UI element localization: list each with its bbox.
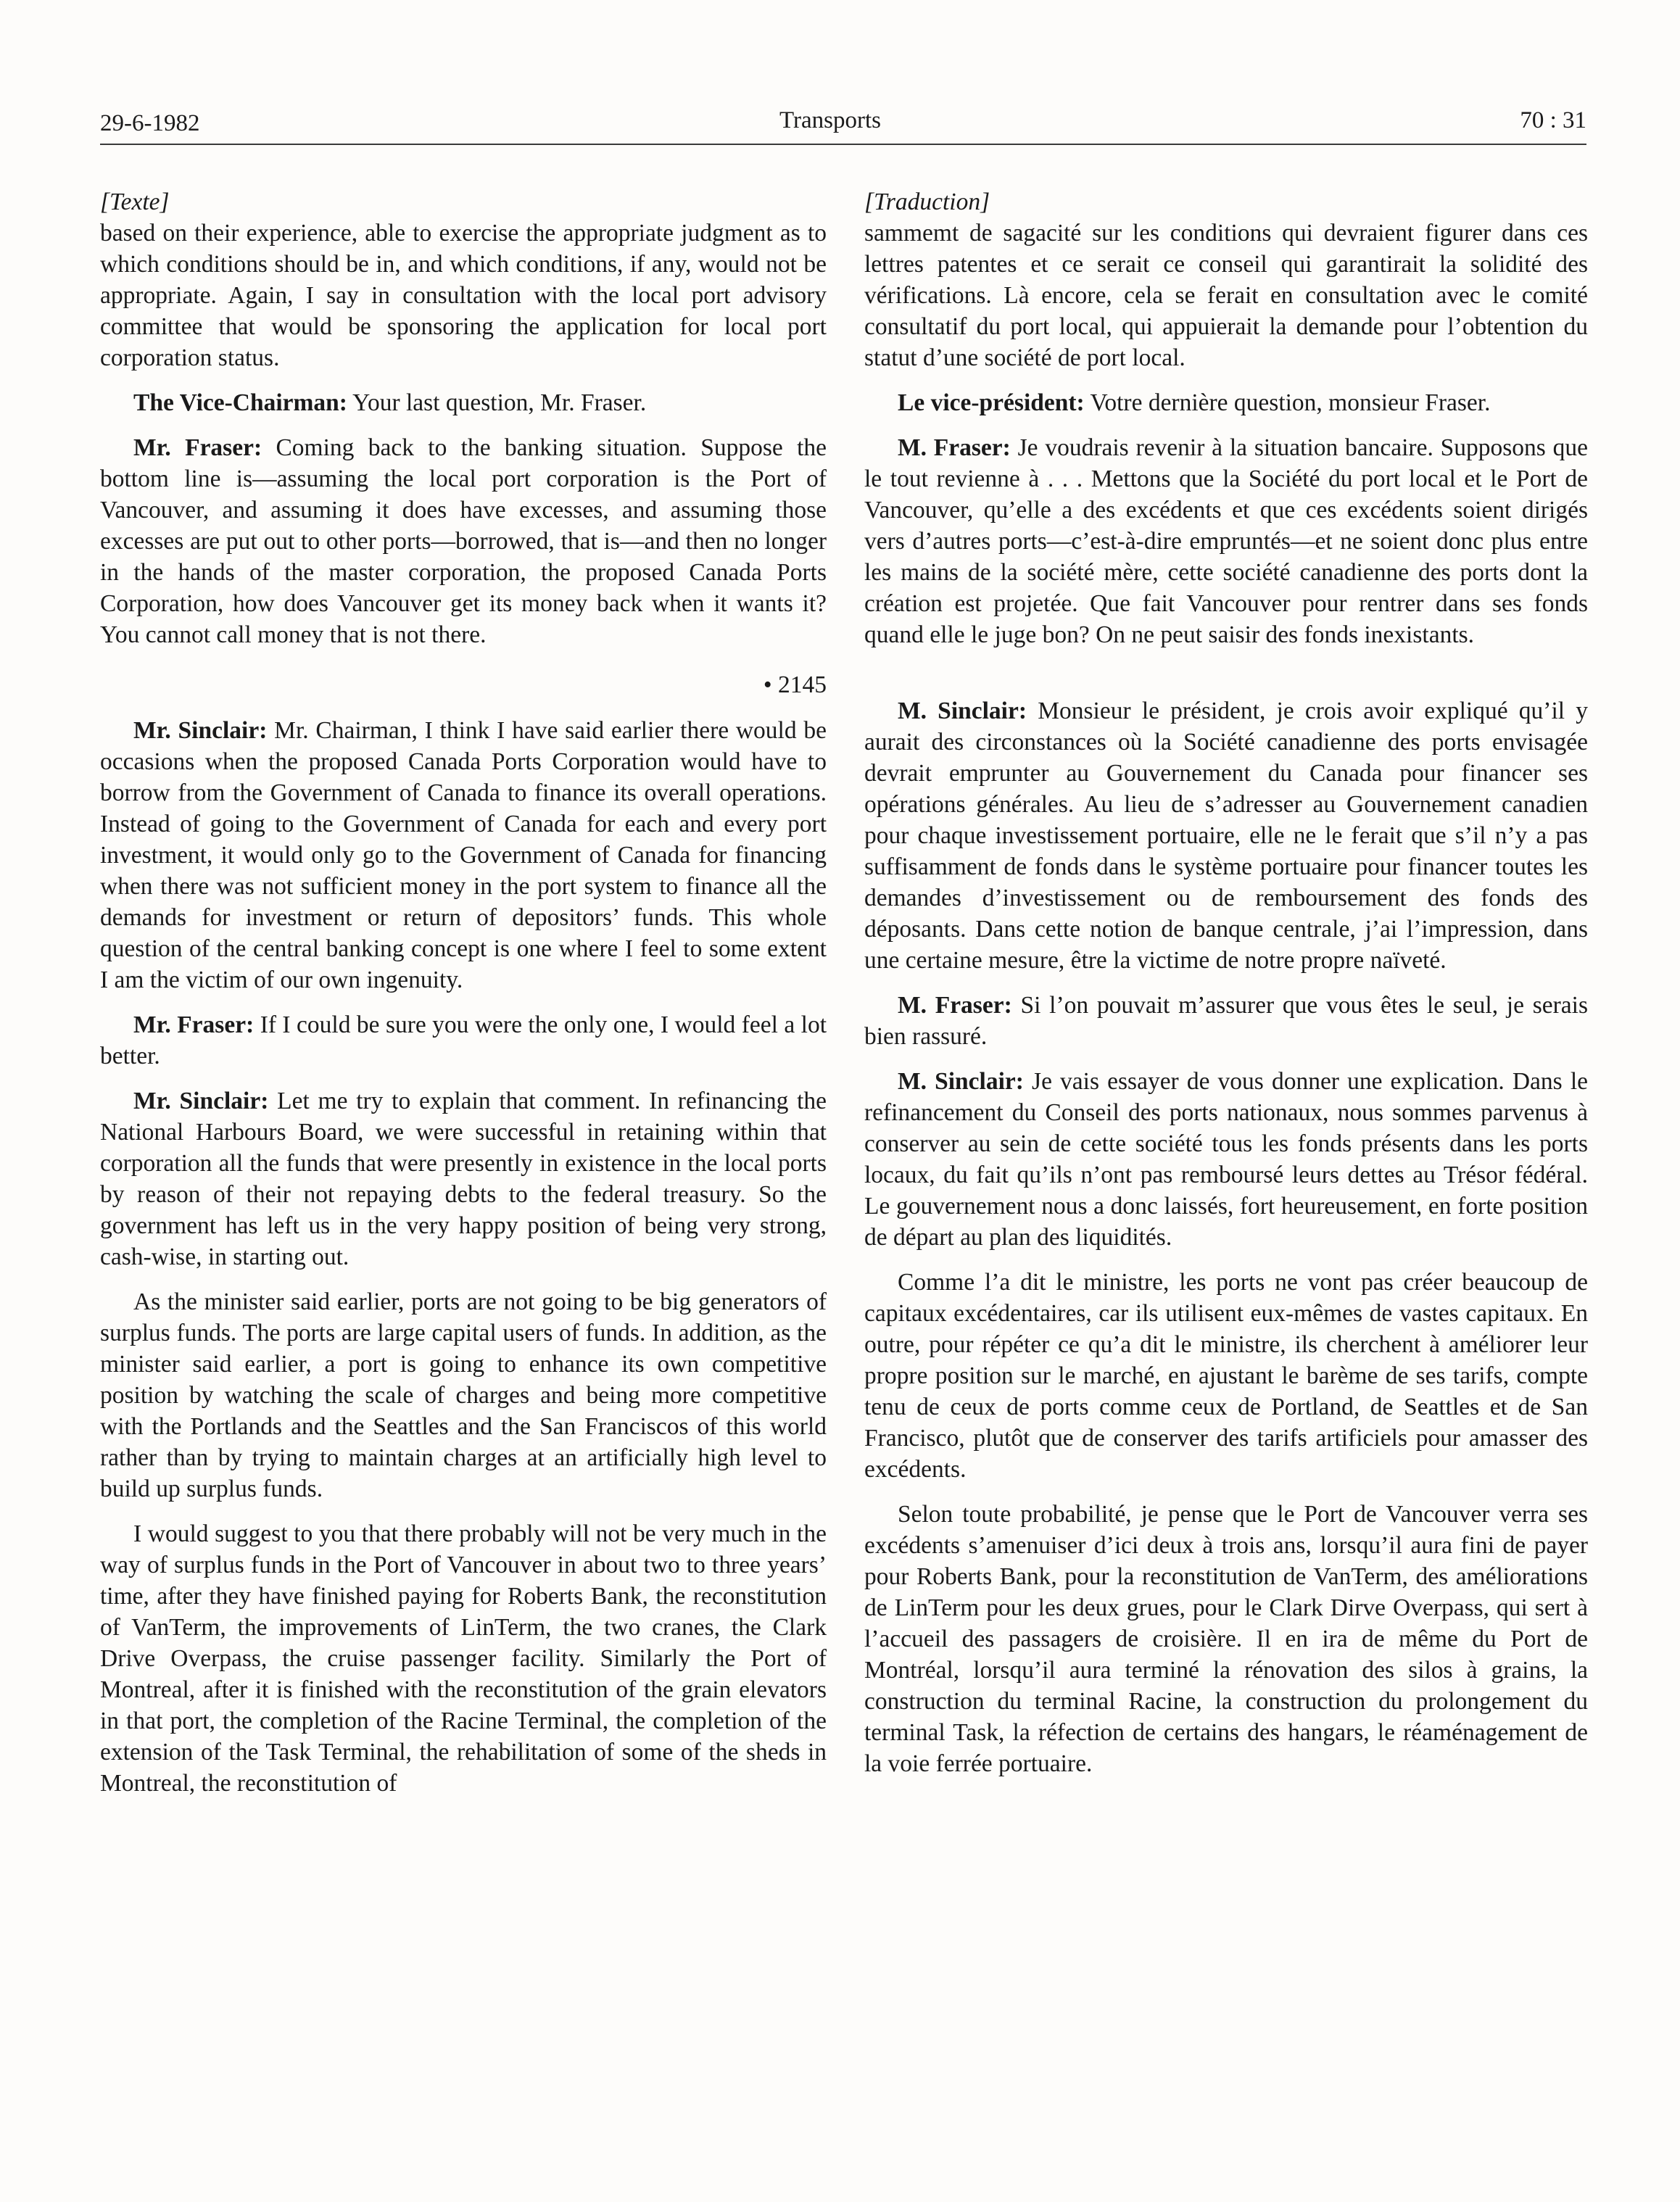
paragraph: [100, 1518, 827, 1799]
paragraph-text: Votre dernière question, monsieur Fraser.: [1090, 389, 1491, 416]
speaker-name: Mr. Fraser:: [133, 434, 262, 461]
header-title: Transports: [779, 107, 881, 133]
speaker-name: M. Sinclair:: [898, 698, 1027, 724]
paragraph-text: Let me try to explain that comment. In refinancing the National Harbours Board, we were successful in retaining within that corporation all the funds that were presently in existence in the local ports by reason of their not repaying debts to the federal treasury. So the government has left us in the very happy position of being very strong, cash-wise, in starting out.: [100, 1088, 827, 1270]
running-header: [100, 107, 1586, 145]
speaker-name: The Vice-Chairman:: [133, 389, 347, 416]
header-page-number: 70 : 31: [1520, 107, 1586, 133]
speaker-name: Mr. Fraser:: [133, 1011, 255, 1038]
speaker-name: Mr. Sinclair:: [133, 717, 268, 744]
speaker-name: M. Sinclair:: [898, 1068, 1024, 1095]
paragraph: [100, 1286, 827, 1504]
paragraph-text: Selon toute probabilité, je pense que le Port de Vancouver verra ses excédents s’amenuiser d’ici deux à trois ans, lorsqu’il aura fini de payer pour Roberts Bank, pour la reconstitution de VanTerm, des améliorations de LinTerm pour les deux grues, pour le Clark Dirve Overpass, qui sert à l’accueil des passagers de croisière. Il en ira de même du Port de Montréal, lorsqu’il aura terminé la rénovation des silos à grains, la construction du terminal Racine, la construction du prolongement du terminal Task, la réfection de certains des hangars, le réaménagement de la voie ferrée portuaire.: [864, 1501, 1588, 1777]
paragraph: [864, 695, 1588, 976]
section-label-text: [Texte]: [100, 189, 170, 215]
paragraph: [864, 432, 1588, 650]
paragraph-text: Comme l’a dit le ministre, les ports ne vont pas créer beaucoup de capitaux excédentaires, car ils utilisent eux-mêmes de vastes capitaux. En outre, pour répéter ce qu’a dit le ministre, ils cherchent à améliorer leur propre position sur le marché, en ajustant le barème de ses tarifs, compte tenu de ceux de ports comme ceux de Portland, de Seattles et de San Francisco, plutôt que de conserver des tarifs artificiels pour amasser des excédents.: [864, 1269, 1588, 1483]
speaker-name: M. Fraser:: [898, 434, 1011, 461]
paragraph: [100, 715, 827, 996]
paragraph-text: I would suggest to you that there probably will not be very much in the way of surplus funds in the Port of Vancouver in about two to three years’ time, after they have finished paying for Roberts Bank, the reconstitution of VanTerm, the improvements of LinTerm, the two cranes, the Clark Drive Overpass, the cruise passenger facility. Similarly the Port of Montreal, after it is finished with the reconstitution of the grain elevators in that port, the completion of the Racine Terminal, the completion of the extension of the Task Terminal, the rehabilitation of some of the sheds in Montreal, the reconstitution of: [100, 1520, 827, 1797]
paragraph: [100, 387, 827, 418]
paragraph-text: Your last question, Mr. Fraser.: [352, 389, 647, 416]
paragraph: [100, 1009, 827, 1072]
paragraph-text: Si l’on pouvait m’assurer que vous êtes le seul, je serais bien rassuré.: [864, 992, 1588, 1050]
header-rule: [100, 144, 1586, 145]
paragraph-text: Je vais essayer de vous donner une explication. Dans le refinancement du Conseil des ports nationaux, nous sommes parvenus à conserver au sein de cette société tous les fonds présents dans les ports locaux, du fait qu’ils n’ont pas remboursé leurs dettes au Trésor fédéral. Le gouvernement nous a donc laissés, fort heureusement, en forte position de départ au plan des liquidités.: [864, 1068, 1588, 1251]
paragraph-text: Mr. Chairman, I think I have said earlier there would be occasions when the proposed Canada Ports Corporation would have to borrow from the Government of Canada to finance its overall operations. Instead of going to the Government of Canada for each and every port investment, it would only go to the Government of Canada for financing when there was not sufficient money in the port system to finance all the demands for investment or return of depositors’ funds. This whole question of the central banking concept is one where I feel to some extent I am the victim of our own ingenuity.: [100, 717, 827, 993]
paragraph: [100, 1085, 827, 1272]
paragraph-text: As the minister said earlier, ports are not going to be big generators of surplus funds. The ports are large capital users of funds. In addition, as the minister said earlier, a port is going to enhance its own competitive position by watching the scale of charges and being more competitive with the Portlands and the Seattles and the San Franciscos of this world rather than by trying to maintain charges at an artificially high level to build up surplus funds.: [100, 1288, 827, 1502]
paragraph: [100, 432, 827, 650]
paragraph: [864, 387, 1588, 418]
paragraph-text: Coming back to the banking situation. Suppose the bottom line is—assuming the local port corporation is the Port of Vancouver, and assuming it does have excesses, and assuming those excesses are put out to other ports—borrowed, that is—and then no longer in the hands of the master corporation, the proposed Canada Ports Corporation, how does Vancouver get its money back when it wants it? You cannot call money that is not there.: [100, 434, 827, 648]
paragraph: [864, 1066, 1588, 1253]
english-column: [100, 187, 827, 1813]
paragraph-text: sammemt de sagacité sur les conditions qui devraient figurer dans ces lettres patentes et ce serait ce conseil qui garantirait la solidité des vérifications. Là encore, cela se ferait en consultation avec le comité consultatif du port local, qui appuierait la demande pour l’obtention du statut d’une société de port local.: [864, 220, 1588, 371]
paragraph: [864, 1499, 1588, 1779]
header-date: 29-6-1982: [100, 110, 200, 136]
paragraph-text: If I could be sure you were the only one, I would feel a lot better.: [100, 1011, 827, 1069]
paragraph-text: based on their experience, able to exercise the appropriate judgment as to which conditions should be in, and which conditions, if any, would not be appropriate. Again, I say in consultation with the local port advisory committee that would be sponsoring the application for local port corporation status.: [100, 220, 827, 371]
time-marker: • 2145: [763, 671, 827, 698]
speaker-name: Le vice-président:: [898, 389, 1085, 416]
section-label-traduction: [Traduction]: [864, 189, 990, 215]
speaker-name: Mr. Sinclair:: [133, 1088, 269, 1114]
paragraph: [864, 218, 1588, 373]
paragraph: [100, 218, 827, 373]
paragraph-text: Je voudrais revenir à la situation bancaire. Supposons que le tout revienne à . . . Mettons que la Société du port local et le Port de Vancouver, qu’elle a des excédents et que ces excédents soient dirigés vers d’autres ports—c’est-à-dire empruntés—et ne soient donc plus entre les mains de la société mère, cette société canadienne des ports dont la création est projetée. Que fait Vancouver pour rentrer dans ses fonds quand elle le juge bon? On ne peut saisir des fonds inexistants.: [864, 434, 1588, 648]
paragraph: [864, 990, 1588, 1052]
french-column: [864, 187, 1588, 1793]
speaker-name: M. Fraser:: [898, 992, 1012, 1019]
paragraph: [864, 1267, 1588, 1485]
paragraph-text: Monsieur le président, je crois avoir expliqué qu’il y aurait des circonstances où la Société canadienne des ports envisagée devrait emprunter au Gouvernement du Canada pour financer ses opérations générales. Au lieu de s’adresser au Gouvernement canadien pour chaque investissement portuaire, elle ne le ferait que s’il n’y a pas suffisamment de fonds dans le système portuaire pour financer toutes les demandes d’investissement ou de remboursement des fonds des déposants. Dans cette notion de banque centrale, j’ai l’impression, dans une certaine mesure, être la victime de notre propre naïveté.: [864, 698, 1588, 974]
